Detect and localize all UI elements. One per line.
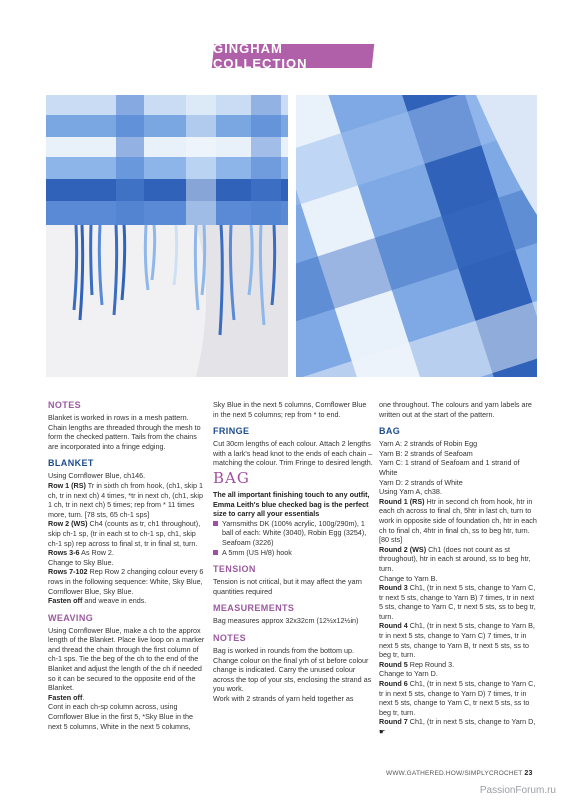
bag-title: BAG bbox=[213, 468, 250, 487]
footer-url: WWW.GATHERED.HOW/SIMPLYCROCHET bbox=[386, 770, 523, 777]
fasten-off: Fasten off and weave in ends. bbox=[48, 596, 147, 606]
page-footer bbox=[386, 770, 533, 777]
yarn-d: Yarn D: 2 strands of White bbox=[379, 477, 463, 487]
bullet-icon bbox=[213, 521, 218, 526]
round-5: Round 5 Rep Round 3. bbox=[379, 659, 455, 669]
hook-item: A 5mm (US H/8) hook bbox=[213, 548, 373, 558]
tension-text: Tension is not critical, but it may affect the yarn quantities required bbox=[213, 577, 362, 596]
column-3 bbox=[379, 400, 537, 737]
round-1: Round 1 (RS) Htr in second ch from hook, htr in each ch across to final ch, 5htr in last ch, turn to work in opposite side of foundation ch, htr in each ch to final ch, 4htr in final ch, ss to beg htr, turn. [80 sts] bbox=[379, 496, 537, 545]
rows-3-6: Rows 3-6 As Row 2. bbox=[48, 548, 114, 558]
yarn-a: Yarn A: 2 strands of Robin Egg bbox=[379, 439, 478, 449]
round-7: Round 7 Ch1, (tr in next 5 sts, change to Yarn D, ☛ bbox=[379, 717, 536, 736]
column-2 bbox=[213, 400, 373, 703]
bag-intro: The all important finishing touch to any outfit, Emma Leith's blue checked bag is the perfect size to carry all your essentials bbox=[213, 489, 370, 519]
bag-heading: BAG bbox=[379, 426, 401, 437]
weaving-fasten-off: Fasten off. bbox=[48, 692, 85, 702]
bag-notes-text-2: Work with 2 strands of yarn held together as bbox=[213, 693, 354, 703]
weaving-cont: Cont in each ch-sp column across, using Cornflower Blue in the first 5, *Sky Blue in the next 5 columns, White in the next 5 columns, bbox=[48, 702, 194, 731]
round-2: Round 2 (WS) Ch1 (does not count as st throughout), htr in each st around, ss to beg htr, turn. bbox=[379, 544, 531, 573]
round-3: Round 3 Ch1, (tr in next 5 sts, change to Yarn C, tr next 5 sts, change to Yarn B) 7 times, tr in next 5 sts, change to Yarn C, tr next 5 sts, ss to beg tr, turn. bbox=[379, 583, 536, 621]
blanket-stripes bbox=[46, 95, 288, 225]
rows-3-6-change: Change to Sky Blue. bbox=[48, 557, 114, 567]
blanket-start: Using Cornflower Blue, ch146. bbox=[48, 471, 146, 481]
measurements-text: Bag measures approx 32x32cm (12½x12½in) bbox=[213, 616, 359, 626]
round-2-change: Change to Yarn B. bbox=[379, 573, 438, 583]
bag-notes-cont: one throughout. The colours and yarn labels are written out at the start of the pattern. bbox=[379, 400, 532, 419]
weaving-cont-2: Sky Blue in the next 5 columns, Cornflower Blue in the next 5 columns; rep from * to end. bbox=[213, 400, 367, 419]
row-1: Row 1 (RS) Tr in sixth ch from hook, (ch1, skip 1 ch, tr in next ch) 4 times, *tr in next ch, (ch1, skip 1 ch, tr in next ch) 5 times; rep from * 11 times more, turn. [78 sts, 65 ch-1 sps] bbox=[48, 480, 203, 519]
yarn-c: Yarn C: 1 strand of Seafoam and 1 strand of White bbox=[379, 458, 520, 477]
column-1 bbox=[48, 400, 205, 731]
yarn-b: Yarn B: 2 strands of Seafoam bbox=[379, 448, 473, 458]
tension-heading: TENSION bbox=[213, 564, 256, 575]
notes-heading: NOTES bbox=[48, 400, 82, 410]
collection-banner bbox=[212, 41, 375, 71]
continue-arrow-icon: ☛ bbox=[379, 727, 386, 736]
blanket-check-photo bbox=[296, 95, 537, 377]
bag-notes-text: Bag is worked in rounds from the bottom up. Change colour on the final yrh of st before colour change is indicated. Carry the unused colour across the top of your sts, enclosing the strand as you work. bbox=[213, 645, 372, 694]
fringe-text: Cut 30cm lengths of each colour. Attach 2 lengths with a lark's head knot to the ends of each chain – matching the colour. Trim Fringe to desired length. bbox=[213, 439, 373, 468]
bullet-icon bbox=[213, 550, 218, 555]
row-2: Row 2 (WS) Ch4 (counts as tr, ch1 throughout), skip ch-1 sp, (tr in each st to ch-1 sp, ch1, skip ch-1 sp) rep across to final st, tr in final st, turn. bbox=[48, 519, 201, 548]
bag-notes-heading: NOTES bbox=[213, 632, 247, 643]
fringe-heading: FRINGE bbox=[213, 426, 250, 437]
weaving-text: Using Cornflower Blue, make a ch to the approx length of the Blanket. Place live loop on a marker and thread the chain through the first column of ch-1 sps. Tie the beg of the ch to the end of the Blanket and adjust the length of the ch if needed so it can be secured to the opposite end of the Blanket. bbox=[48, 625, 205, 693]
watermark: PassionForum.ru bbox=[479, 785, 556, 796]
blanket-heading: BLANKET bbox=[48, 458, 94, 469]
banner-title: GINGHAM COLLECTION bbox=[213, 41, 308, 71]
weaving-heading: WEAVING bbox=[48, 612, 94, 623]
bag-start: Using Yarn A, ch38. bbox=[379, 487, 442, 497]
blanket-fringe-photo bbox=[46, 95, 288, 377]
round-6: Round 6 Ch1, (tr in next 5 sts, change to Yarn C, tr in next 5 sts, change to Yarn D) 7 times, tr in next 5 sts, change to Yarn C, tr next 5 sts, ss to beg tr, turn. bbox=[379, 679, 536, 717]
yarn-item: Yarnsmiths DK (100% acrylic, 100g/290m), 1 ball of each: White (3040), Robin Egg (3254), Seafoam (3226) bbox=[213, 519, 373, 548]
round-4: Round 4 Ch1, (tr in next 5 sts, change to Yarn B, tr in next 5 sts, change to Yarn C) 7 times, tr in next 5 sts, change to Yarn B, tr next 5 sts, ss to beg tr, turn. bbox=[379, 621, 535, 660]
round-5-change: Change to Yarn D. bbox=[379, 669, 438, 679]
rows-7-102: Rows 7-102 Rep Row 2 changing colour every 6 rows in the following sequence: White, Sky Blue, Cornflower Blue, Sky Blue. bbox=[48, 567, 204, 596]
notes-text: Blanket is worked in rows in a mesh pattern. Chain lengths are threaded through the mesh to form the checked pattern. Tails from the chains are incorporated into a fringe edging. bbox=[48, 413, 201, 451]
measurements-heading: MEASUREMENTS bbox=[213, 603, 295, 614]
page-number: 23 bbox=[524, 770, 533, 777]
